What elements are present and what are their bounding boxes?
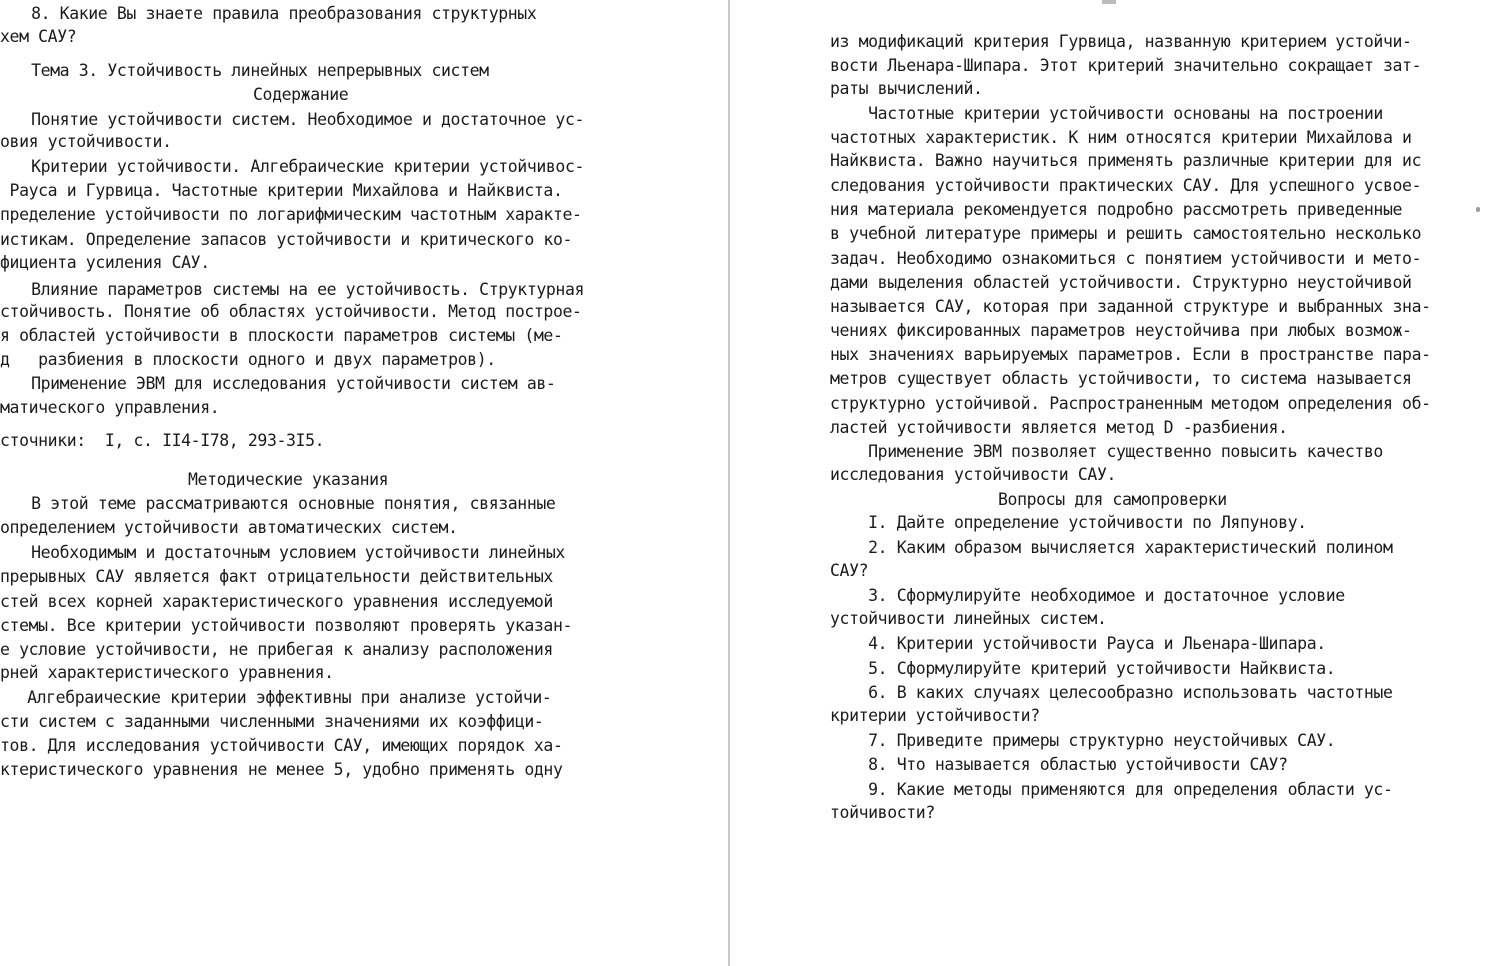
text-line: дами выделения областей устойчивости. Структурно неустойчивой [830, 273, 1412, 292]
text-line: Влияние параметров системы на ее устойчивость. Структурная [12, 280, 585, 299]
text-line: Частотные критерии устойчивости основаны на построении [830, 104, 1383, 123]
left-page [0, 0, 728, 966]
text-line: Применение ЭВМ позволяет существенно повысить качество [830, 442, 1383, 461]
text-line: структурно устойчивой. Распространенным методом определения об- [830, 394, 1431, 413]
question-item: 8. Что называется областью устойчивости САУ? [830, 755, 1288, 774]
question-item: 7. Приведите примеры структурно неустойчивых САУ. [830, 731, 1336, 750]
text-line: Алгебраические критерии эффективны при анализе устойчи- [8, 688, 552, 707]
text-line: стемы. Все критерии устойчивости позволяют проверять указан- [0, 616, 573, 635]
text-line: исследования устойчивости САУ. [830, 465, 1117, 484]
text-line: определением устойчивости автоматических систем. [0, 518, 458, 537]
text-line: ных значениях варьируемых параметров. Если в пространстве пара- [830, 345, 1431, 364]
text-line: в учебной литературе примеры и решить самостоятельно несколько [830, 224, 1422, 243]
text-line: вости Льенара-Шипара. Этот критерий значительно сокращает зат- [830, 56, 1422, 75]
text-line: из модификаций критерия Гурвица, названную критерием устойчи- [830, 32, 1412, 51]
text-line: Критерии устойчивости. Алгебраические критерии устойчивос- [12, 157, 585, 176]
section-subheading: Содержание [253, 85, 349, 104]
text-line: САУ? [830, 561, 869, 580]
text-line: рней характеристического уравнения. [0, 663, 334, 682]
text-line: овия устойчивости. [0, 132, 172, 151]
question-item: 9. Какие методы применяются для определения области ус- [830, 780, 1393, 799]
text-line: истикам. Определение запасов устойчивости и критического ко- [0, 230, 573, 249]
text-line: раты вычислений. [830, 79, 983, 98]
text-line: чениях фиксированных параметров неустойчива при любых возмож- [830, 321, 1412, 340]
text-line: задач. Необходимо ознакомиться с понятием устойчивости и мето- [830, 249, 1422, 268]
question-item: 5. Сформулируйте критерий устойчивости Найквиста. [830, 659, 1336, 678]
text-line: стей всех корней характеристического уравнения исследуемой [0, 592, 553, 611]
text-line: 8. Какие Вы знаете правила преобразования структурных [12, 4, 537, 23]
text-line: я областей устойчивости в плоскости параметров системы (ме- [0, 326, 563, 345]
text-line: прерывных САУ является факт отрицательности действительных [0, 567, 553, 586]
text-line: матического управления. [0, 398, 220, 417]
question-item: 3. Сформулируйте необходимое и достаточное условие [830, 586, 1345, 605]
page-number-mark [1102, 0, 1116, 4]
right-page [730, 0, 1504, 966]
text-line: фициента усиления САУ. [0, 253, 210, 272]
section-subheading: Методические указания [188, 470, 389, 489]
text-line: критерии устойчивости? [830, 706, 1040, 725]
text-line: Применение ЭВМ для исследования устойчивости систем ав- [12, 374, 556, 393]
section-subheading: Вопросы для самопроверки [998, 490, 1227, 509]
text-line: Рауса и Гурвица. Частотные критерии Михайлова и Найквиста. [0, 181, 563, 200]
text-line: метров существует область устойчивости, то система называется [830, 369, 1412, 388]
question-item: I. Дайте определение устойчивости по Ляпунову. [830, 513, 1307, 532]
text-line: стойчивость. Понятие об областях устойчивости. Метод построе- [0, 302, 582, 321]
text-line: тов. Для исследования устойчивости САУ, имеющих порядок ха- [0, 736, 563, 755]
text-line: В этой теме рассматриваются основные понятия, связанные [12, 494, 556, 513]
text-line: ктеристического уравнения не менее 5, удобно применять одну [0, 760, 563, 779]
text-line: д разбиения в плоскости одного и двух параметров). [0, 350, 496, 369]
text-line: е условие устойчивости, не прибегая к анализу расположения [0, 640, 553, 659]
question-item: 4. Критерии устойчивости Рауса и Льенара-Шипара. [830, 634, 1326, 653]
text-line: следования устойчивости практических САУ. Для успешного усвое- [830, 176, 1422, 195]
section-heading: Тема 3. Устойчивость линейных непрерывных систем [12, 61, 489, 80]
text-line: сти систем с заданными численными значениями их коэффици- [0, 712, 544, 731]
text-line: хем САУ? [0, 27, 77, 46]
question-item: 2. Каким образом вычисляется характеристический полином [830, 538, 1393, 557]
text-line: тойчивости? [830, 803, 935, 822]
text-line: ния материала рекомендуется подробно рассмотреть приведенные [830, 200, 1403, 219]
text-line: называется САУ, которая при заданной структуре и выбранных зна- [830, 297, 1431, 316]
text-line: Необходимым и достаточным условием устойчивости линейных [12, 543, 565, 562]
text-line: устойчивости линейных систем. [830, 609, 1107, 628]
text-line: пределение устойчивости по логарифмическим частотным характе- [0, 205, 582, 224]
text-line: частотных характеристик. К ним относятся критерии Михайлова и [830, 128, 1412, 147]
sources-reference: сточники: I, с. II4-I78, 293-3I5. [0, 431, 325, 450]
question-item: 6. В каких случаях целесообразно использовать частотные [830, 683, 1393, 702]
text-line: Найквиста. Важно научиться применять различные критерии для ис [830, 151, 1422, 170]
text-line: Понятие устойчивости систем. Необходимое и достаточное ус- [12, 110, 585, 129]
text-line: ластей устойчивости является метод D -разбиения. [830, 418, 1288, 437]
scan-speck [1476, 207, 1480, 212]
